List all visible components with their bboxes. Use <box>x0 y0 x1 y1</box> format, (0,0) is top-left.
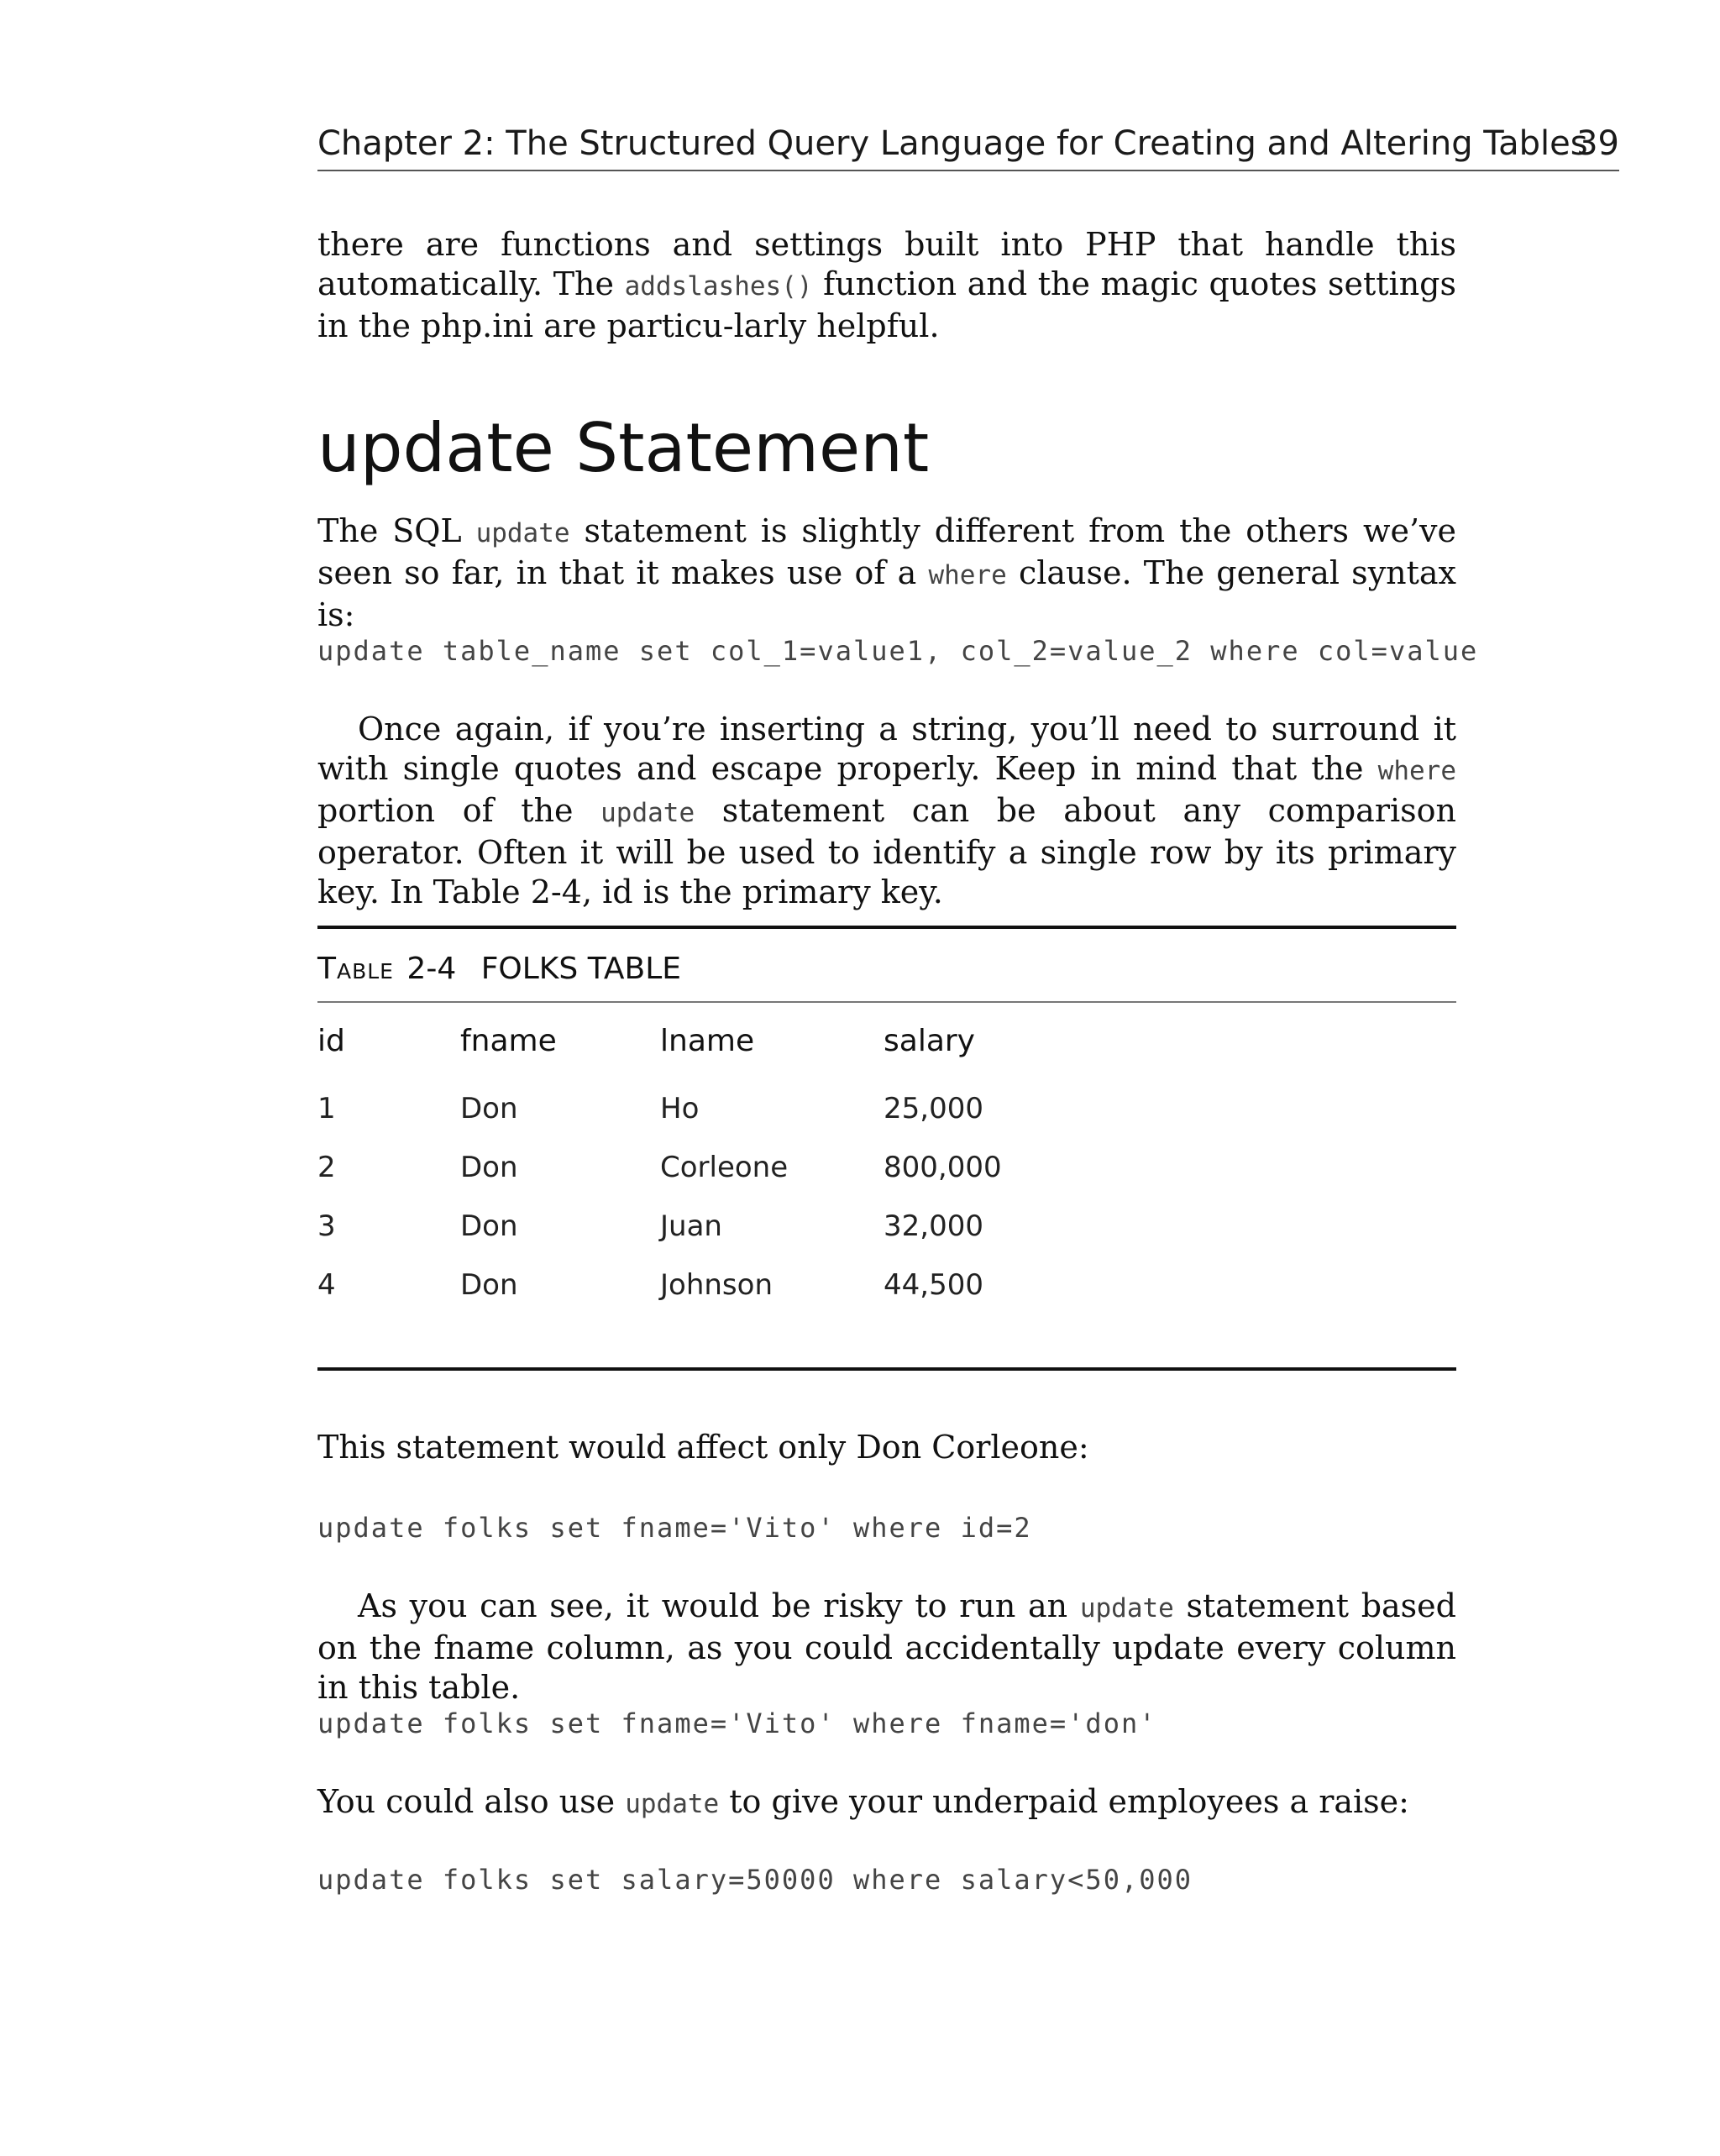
table-row <box>317 1260 1456 1319</box>
table-row <box>317 1201 1456 1260</box>
paragraph-3-block <box>317 1428 1456 1467</box>
cell-salary: 32,000 <box>884 1209 983 1243</box>
table-grid <box>317 1016 1456 1319</box>
table-caption <box>317 947 1456 1003</box>
cell-lname: Ho <box>660 1092 700 1125</box>
para4-text-2: statement based on the fname column, as you could accidentally update every column in this table. <box>317 1587 1456 1706</box>
paragraph-4 <box>317 1587 1456 1707</box>
paragraph-2-block <box>317 710 1456 912</box>
code-block-update-salary: update folks set salary=50000 where salary<50,000 <box>317 1864 1193 1896</box>
folks-table <box>317 926 1456 1371</box>
paragraph-3: This statement would affect only Don Corleone: <box>317 1429 1089 1466</box>
intro-paragraph-block <box>317 225 1456 346</box>
intro-text-2: function and the magic quotes settings in the php.ini are particu-larly helpful. <box>317 265 1456 344</box>
cell-salary: 25,000 <box>884 1092 983 1125</box>
section-heading-block <box>317 408 1456 489</box>
code-block-2-container <box>317 1508 1456 1548</box>
para1-text-2: statement is slightly different from the others we’ve seen so far, in that it makes use of a <box>317 512 1457 591</box>
page-number: 39 <box>1576 124 1619 163</box>
para1-text-1: The SQL <box>317 512 476 549</box>
running-header <box>317 118 1619 171</box>
cell-lname: Corleone <box>660 1151 789 1184</box>
intro-text-1: there are functions and settings built into PHP that handle this automatically. The <box>317 226 1456 302</box>
para2-text-1: Once again, if you’re inserting a string, you’ll need to surround it with single quotes and escape properly. Keep in mind that the <box>317 711 1456 787</box>
code-block-1-container <box>317 632 1479 671</box>
cell-fname: Don <box>460 1209 518 1243</box>
table-header-row <box>317 1016 1456 1083</box>
inline-code-update: update <box>625 1789 720 1819</box>
para4-text-1: As you can see, it would be risky to run an <box>358 1587 1080 1624</box>
table-caption-title: FOLKS TABLE <box>480 952 682 986</box>
para2-text-2: portion of the <box>317 792 601 829</box>
cell-id: 1 <box>317 1092 336 1125</box>
para5-text-2: to give your underpaid employees a raise: <box>719 1783 1409 1820</box>
column-header-salary: salary <box>884 1024 975 1058</box>
code-block-3-container <box>317 1704 1456 1744</box>
table-body <box>317 1083 1456 1319</box>
cell-salary: 800,000 <box>884 1151 1002 1184</box>
inline-code-update: update <box>600 798 695 828</box>
code-block-update-id: update folks set fname='Vito' where id=2 <box>317 1512 1032 1544</box>
para5-text-1: You could also use <box>317 1783 626 1820</box>
table-row <box>317 1142 1456 1201</box>
paragraph-1 <box>317 511 1456 635</box>
code-block-update-fname: update folks set fname='Vito' where fname='don' <box>317 1707 1157 1739</box>
table-caption-label: Table <box>317 952 394 986</box>
paragraph-2 <box>317 710 1456 912</box>
cell-fname: Don <box>460 1268 518 1302</box>
inline-code-update: update <box>1079 1593 1174 1624</box>
cell-id: 4 <box>317 1268 336 1302</box>
cell-lname: Johnson <box>660 1268 773 1302</box>
paragraph-5 <box>317 1782 1456 1824</box>
code-block-4-container <box>317 1860 1456 1900</box>
column-header-id: id <box>317 1024 345 1058</box>
cell-fname: Don <box>460 1092 518 1125</box>
paragraph-4-block <box>317 1587 1456 1707</box>
para1-text-3: clause. The general syntax is: <box>317 554 1456 633</box>
inline-code-update: update <box>475 518 570 548</box>
code-block-syntax: update table_name set col_1=value1, col_2=value_2 where col=value <box>317 635 1479 667</box>
chapter-title: Chapter 2: The Structured Query Language for Creating and Altering Tables <box>317 124 1588 163</box>
table-row <box>317 1083 1456 1142</box>
paragraph-1-block <box>317 511 1456 635</box>
inline-code-addslashes: addslashes() <box>624 271 813 302</box>
inline-code-where: where <box>1377 756 1456 786</box>
paragraph-5-block <box>317 1782 1456 1824</box>
para2-text-3: statement can be about any comparison operator. Often it will be used to identify a single row by its primary key. In Table 2-4, id is the primary key. <box>317 792 1456 910</box>
column-header-fname: fname <box>460 1024 557 1058</box>
cell-salary: 44,500 <box>884 1268 983 1302</box>
column-header-lname: lname <box>660 1024 755 1058</box>
table-caption-number: 2-4 <box>406 952 457 986</box>
inline-code-where: where <box>928 560 1007 590</box>
cell-id: 3 <box>317 1209 336 1243</box>
intro-paragraph <box>317 225 1456 346</box>
cell-lname: Juan <box>660 1209 722 1243</box>
cell-fname: Don <box>460 1151 518 1184</box>
section-heading: update Statement <box>317 409 930 487</box>
cell-id: 2 <box>317 1151 336 1184</box>
